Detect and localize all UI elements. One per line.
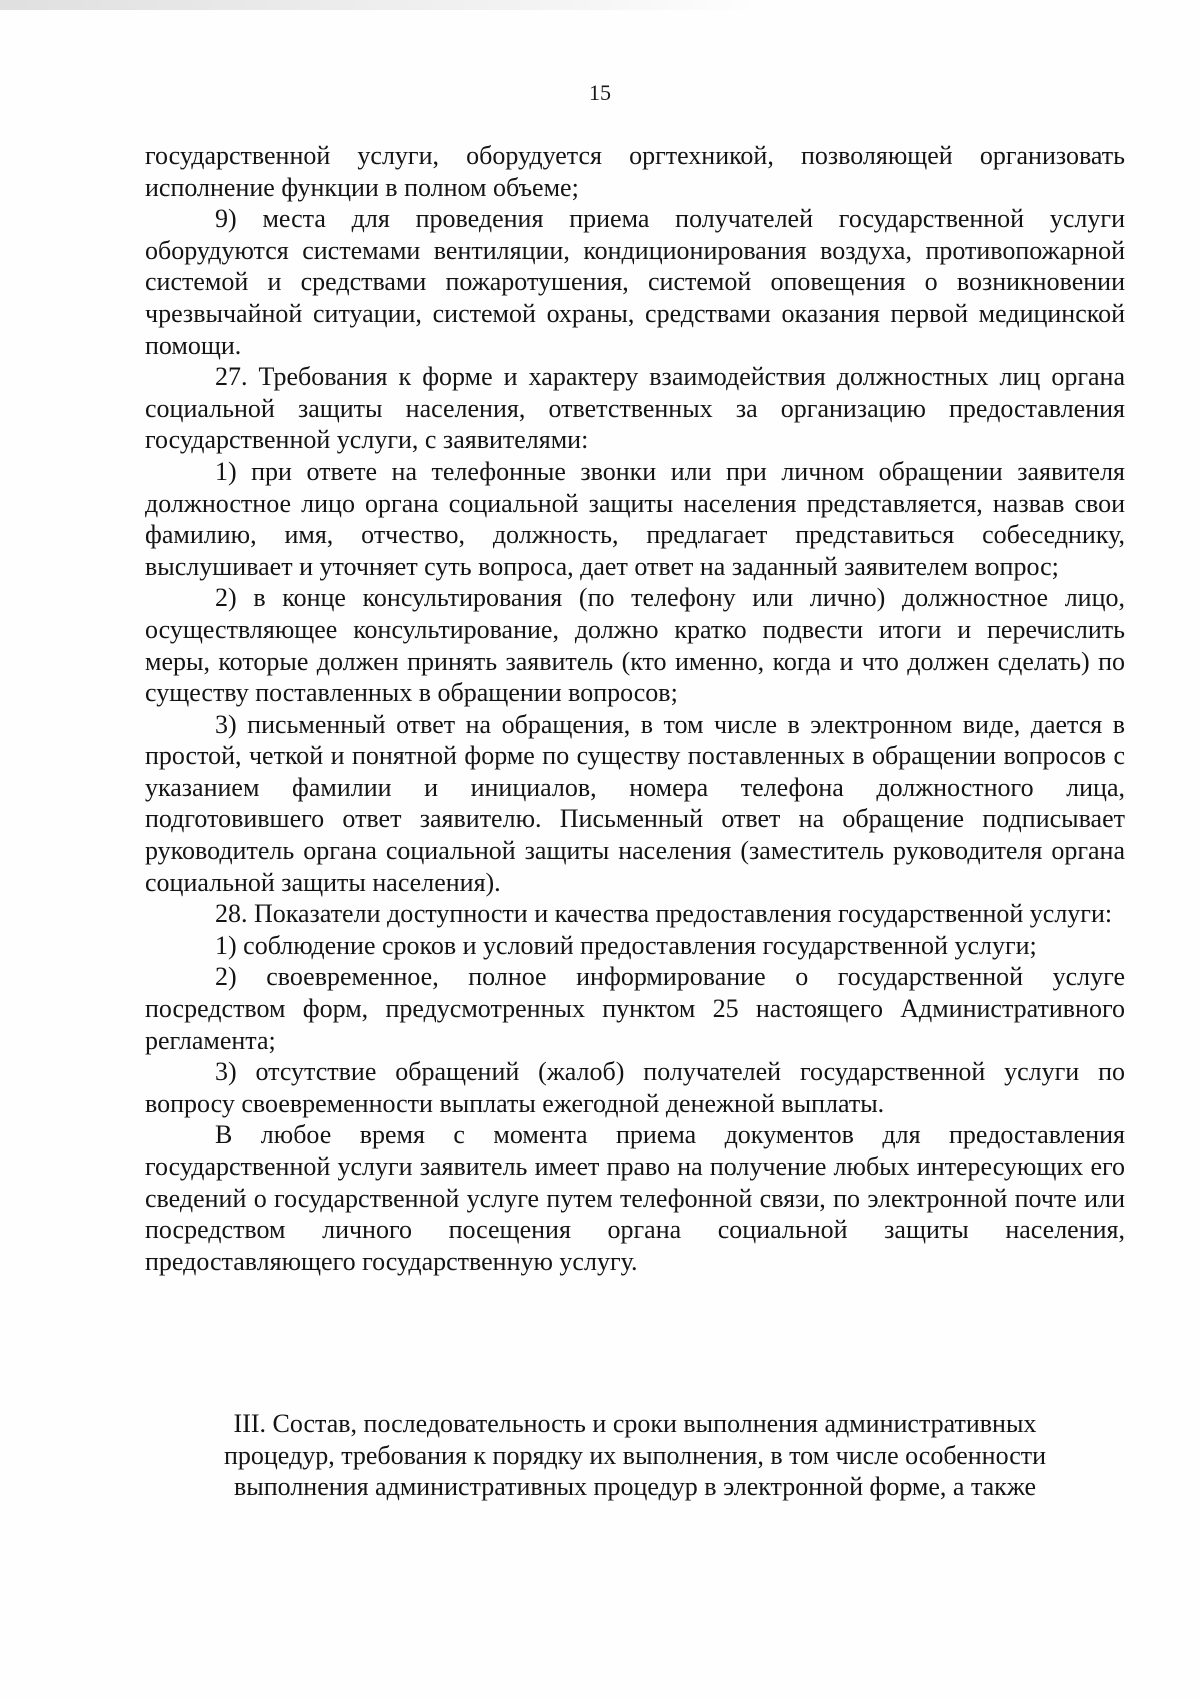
section-heading-line: процедур, требования к порядку их выполнения, в том числе особенности (223, 1440, 1047, 1470)
section-heading (170, 1408, 1100, 1503)
section-heading-line: выполнения административных процедур в электронной форме, а также (234, 1472, 1036, 1502)
paragraph-continuation: государственной услуги, оборудуется оргтехникой, позволяющей организовать исполнение функции в полном объеме; (145, 141, 1125, 202)
paragraph-27-item-3: 3) письменный ответ на обращения, в том числе в электронном виде, дается в простой, четкой и понятной форме по существу поставленных в обращении вопросов с указанием фамилии и инициалов, номера телефона должностного лица, подготовившего ответ заявителю. Письменный ответ на обращение подписывает руководитель органа социальной защиты населения (заместитель руководителя органа социальной защиты населения). (145, 709, 1125, 897)
paragraph-27-item-1: 1) при ответе на телефонные звонки или при личном обращении заявителя должностное лицо органа социальной защиты населения представляется, назвав свои фамилию, имя, отчество, должность, предлагает представиться собеседнику, выслушивает и уточняет суть вопроса, дает ответ на заданный заявителем вопрос; (145, 456, 1125, 581)
paragraph-28-item-3: 3) отсутствие обращений (жалоб) получателей государственной услуги по вопросу своевременности выплаты ежегодной денежной выплаты. (145, 1057, 1125, 1118)
scan-edge-artifact (0, 0, 760, 10)
paragraph-clause-27: 27. Требования к форме и характеру взаимодействия должностных лиц органа социальной защиты населения, ответственных за организацию предоставления государственной услуги, с заявителями: (145, 362, 1125, 455)
paragraph-item-9: 9) места для проведения приема получателей государственной услуги оборудуются системами вентиляции, кондиционирования воздуха, противопожарной системой и средствами пожаротушения, системой оповещения о возникновении чрезвычайной ситуации, системой охраны, средствами оказания первой медицинской помощи. (145, 204, 1125, 360)
paragraph-27-item-2: 2) в конце консультирования (по телефону или лично) должностное лицо, осуществляющее консультирование, должно кратко подвести итоги и перечислить меры, которые должен принять заявитель (кто именно, когда и что должен сделать) по существу поставленных в обращении вопросов; (145, 583, 1125, 708)
body-text (145, 140, 1125, 1277)
paragraph-28-item-1: 1) соблюдение сроков и условий предоставления государственной услуги; (215, 930, 1037, 960)
paragraph-clause-28: 28. Показатели доступности и качества предоставления государственной услуги: (215, 899, 1113, 929)
paragraph-28-item-2: 2) своевременное, полное информирование о государственной услуге посредством форм, предусмотренных пунктом 25 настоящего Административного регламента; (145, 962, 1125, 1055)
paragraph-any-time: В любое время с момента приема документов для предоставления государственной услуги заявитель имеет право на получение любых интересующих его сведений о государственной услуге путем телефонной связи, по электронной почте или посредством личного посещения органа социальной защиты населения, предоставляющего государственную услугу. (145, 1120, 1125, 1276)
page-number: 15 (589, 80, 611, 105)
section-heading-line: III. Состав, последовательность и сроки выполнения административных (233, 1409, 1037, 1438)
